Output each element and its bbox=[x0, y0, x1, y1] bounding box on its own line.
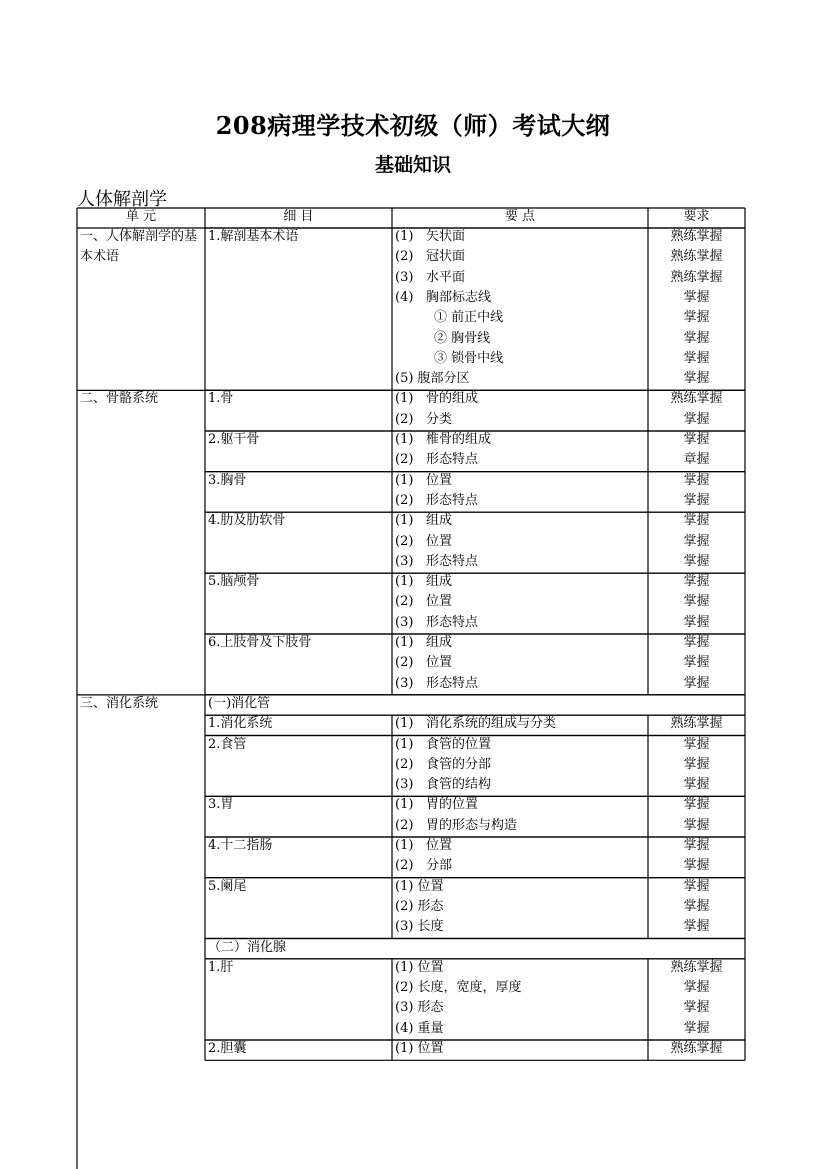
item-label: 4.十二指肠 bbox=[208, 838, 273, 853]
requirement-level: 掌握 bbox=[683, 574, 710, 590]
requirement-level: 熟练掌握 bbox=[670, 716, 723, 732]
requirement-level: 掌握 bbox=[683, 980, 710, 996]
item-label: 2.食管 bbox=[208, 736, 247, 752]
point-text: 水平面 bbox=[426, 269, 466, 285]
point-text: 位置 bbox=[426, 472, 453, 488]
requirement-level: 掌握 bbox=[683, 411, 710, 427]
point-text: 胸部标志线 bbox=[426, 289, 492, 305]
point-text: (1) 位置 bbox=[395, 878, 444, 894]
point-text: (2) 形态 bbox=[395, 898, 444, 914]
point-number: (1) bbox=[395, 513, 414, 529]
point-text: 食管的结构 bbox=[426, 777, 492, 793]
item-label: 1.解剖基本术语 bbox=[208, 229, 299, 244]
requirement-level: 掌握 bbox=[683, 594, 710, 610]
point-text: 椎骨的组成 bbox=[426, 432, 492, 447]
point-text: 矢状面 bbox=[426, 229, 466, 244]
point-text: 分部 bbox=[426, 858, 453, 874]
point-text: 形态特点 bbox=[426, 492, 479, 508]
requirement-level: 掌握 bbox=[683, 777, 710, 793]
point-text: (1) 位置 bbox=[395, 959, 444, 975]
point-number: (2) bbox=[395, 858, 414, 874]
point-number: (1) bbox=[395, 574, 414, 590]
requirement-level: 掌握 bbox=[683, 371, 710, 387]
point-number: (3) bbox=[395, 553, 414, 569]
item-label: 2.胆囊 bbox=[208, 1041, 247, 1056]
point-number: (1) bbox=[395, 736, 414, 752]
point-number: (1) bbox=[395, 716, 414, 732]
item-label: 3.胃 bbox=[208, 797, 234, 813]
point-number: (2) bbox=[395, 817, 414, 833]
requirement-level: 章握 bbox=[683, 452, 710, 468]
requirement-level: 掌握 bbox=[683, 655, 710, 671]
point-number: (1) bbox=[395, 838, 414, 853]
point-text: ③ 锁骨中线 bbox=[434, 350, 504, 366]
point-number: (2) bbox=[395, 594, 414, 610]
point-text: ① 前正中线 bbox=[434, 310, 504, 326]
point-number: (4) bbox=[395, 289, 414, 305]
requirement-level: 熟练掌握 bbox=[670, 1041, 723, 1056]
point-text: 分类 bbox=[426, 411, 453, 427]
requirement-level: 熟练掌握 bbox=[670, 959, 723, 975]
document-title: 208病理学技术初级（师）考试大纲 bbox=[215, 111, 611, 140]
document-subtitle: 基础知识 bbox=[374, 154, 451, 176]
point-text: 形态特点 bbox=[426, 614, 479, 630]
point-text: (1) 位置 bbox=[395, 1041, 444, 1056]
requirement-level: 掌握 bbox=[683, 797, 710, 813]
requirement-level: 掌握 bbox=[683, 289, 710, 305]
point-text: 位置 bbox=[426, 655, 453, 671]
requirement-level: 熟练掌握 bbox=[670, 391, 723, 407]
point-text: 组成 bbox=[426, 574, 453, 590]
point-text: 形态特点 bbox=[426, 675, 479, 691]
column-header: 要求 bbox=[683, 209, 710, 224]
point-number: (2) bbox=[395, 756, 414, 772]
point-text: 形态特点 bbox=[426, 553, 479, 569]
point-number: (1) bbox=[395, 797, 414, 813]
requirement-level: 掌握 bbox=[683, 756, 710, 772]
requirement-level: 掌握 bbox=[683, 878, 710, 894]
point-text: 食管的位置 bbox=[426, 736, 492, 752]
point-number: (1) bbox=[395, 391, 414, 407]
point-number: (1) bbox=[395, 635, 414, 650]
point-number: (2) bbox=[395, 411, 414, 427]
point-text: ② 胸骨线 bbox=[434, 330, 491, 346]
point-number: (1) bbox=[395, 472, 414, 488]
requirement-level: 掌握 bbox=[683, 553, 710, 569]
section-heading: 人体解剖学 bbox=[77, 189, 167, 210]
point-text: 胃的位置 bbox=[426, 797, 479, 813]
requirement-level: 掌握 bbox=[683, 736, 710, 752]
point-number: (3) bbox=[395, 269, 414, 285]
requirement-level: 掌握 bbox=[683, 513, 710, 529]
requirement-level: 掌握 bbox=[683, 1020, 710, 1036]
column-header: 要 点 bbox=[504, 209, 536, 224]
requirement-level: 熟练掌握 bbox=[670, 269, 723, 285]
point-text: (3) 形态 bbox=[395, 1000, 444, 1016]
item-label: （二）消化腺 bbox=[208, 939, 287, 955]
requirement-level: 掌握 bbox=[683, 858, 710, 874]
requirement-level: 掌握 bbox=[683, 533, 710, 549]
requirement-level: 掌握 bbox=[683, 838, 710, 853]
requirement-level: 掌握 bbox=[683, 310, 710, 326]
item-label: 1.肝 bbox=[208, 959, 234, 975]
requirement-level: 掌握 bbox=[683, 817, 710, 833]
point-number: (3) bbox=[395, 777, 414, 793]
point-text: 位置 bbox=[426, 838, 453, 853]
item-label: 6.上肢骨及下肢骨 bbox=[208, 635, 312, 650]
requirement-level: 掌握 bbox=[683, 432, 710, 447]
unit-label: 一、人体解剖学的基本术语 bbox=[80, 229, 198, 264]
point-text: 消化系统的组成与分类 bbox=[426, 716, 557, 732]
point-text: (3) 长度 bbox=[395, 919, 444, 935]
requirement-level: 掌握 bbox=[683, 919, 710, 935]
requirement-level: 掌握 bbox=[683, 1000, 710, 1016]
item-label: 1.骨 bbox=[208, 391, 234, 407]
point-text: 组成 bbox=[426, 635, 453, 650]
point-number: (1) bbox=[395, 229, 414, 244]
point-number: (1) bbox=[395, 432, 414, 447]
point-text: 胃的形态与构造 bbox=[426, 817, 518, 833]
item-label: (一)消化管 bbox=[208, 695, 271, 711]
unit-label: 二、骨骼系统 bbox=[80, 391, 159, 407]
requirement-level: 掌握 bbox=[683, 472, 710, 488]
point-text: 组成 bbox=[426, 513, 453, 529]
item-label: 4.肋及肋软骨 bbox=[208, 513, 286, 529]
requirement-level: 掌握 bbox=[683, 635, 710, 650]
point-number: (2) bbox=[395, 249, 414, 265]
column-header: 细 目 bbox=[283, 209, 314, 224]
requirement-level: 掌握 bbox=[683, 898, 710, 914]
point-number: (2) bbox=[395, 492, 414, 508]
point-number: (2) bbox=[395, 452, 414, 468]
point-number: (3) bbox=[395, 675, 414, 691]
requirement-level: 掌握 bbox=[683, 350, 710, 366]
requirement-level: 掌握 bbox=[683, 675, 710, 691]
point-text: 食管的分部 bbox=[426, 756, 492, 772]
requirement-level: 熟练掌握 bbox=[670, 229, 723, 244]
point-number: (3) bbox=[395, 614, 414, 630]
point-text: (2) 长度，宽度，厚度 bbox=[395, 980, 522, 996]
requirement-level: 掌握 bbox=[683, 614, 710, 630]
item-label: 1.消化系统 bbox=[208, 716, 273, 732]
column-header: 单 元 bbox=[125, 209, 157, 224]
item-label: 3.胸骨 bbox=[208, 472, 247, 488]
point-number: (2) bbox=[395, 533, 414, 549]
point-text: 形态特点 bbox=[426, 452, 479, 468]
requirement-level: 掌握 bbox=[683, 330, 710, 346]
point-text: (5) 腹部分区 bbox=[395, 371, 470, 387]
point-text: 位置 bbox=[426, 594, 453, 610]
item-label: 2.躯干骨 bbox=[208, 432, 260, 447]
unit-label: 三、消化系统 bbox=[80, 695, 159, 711]
requirement-level: 掌握 bbox=[683, 492, 710, 508]
item-label: 5.脑颅骨 bbox=[208, 574, 260, 590]
point-text: (4) 重量 bbox=[395, 1020, 444, 1036]
point-text: 骨的组成 bbox=[426, 391, 479, 407]
item-label: 5.阑尾 bbox=[208, 878, 247, 894]
point-text: 冠状面 bbox=[426, 249, 466, 265]
point-number: (2) bbox=[395, 655, 414, 671]
point-text: 位置 bbox=[426, 533, 453, 549]
requirement-level: 熟练掌握 bbox=[670, 249, 723, 265]
